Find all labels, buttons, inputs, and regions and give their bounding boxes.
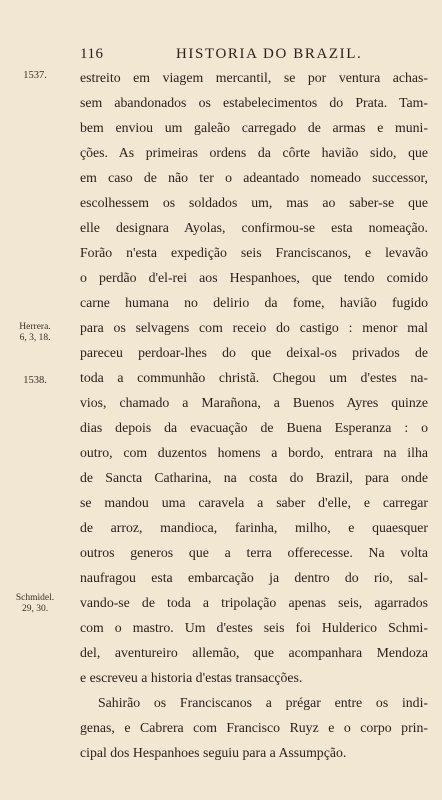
text-line: pareceu perdoar-lhes do que deixal-os privados de (80, 345, 428, 360)
text-line: dias depois da evacuação de Buena Esperanza : o (80, 420, 428, 435)
text-line: de Sancta Catharina, na costa do Brazil, para onde (80, 470, 428, 485)
text-line: elle designara Ayolas, confirmou-se esta nomeação. (80, 220, 428, 235)
text-line: o perdão d'el-rei aos Hespanhoes, que tendo comido (80, 270, 428, 285)
text-line: estreito em viagem mercantil, se por ventura achas- (80, 70, 428, 85)
text-line: com o mastro. Um d'estes seis foi Hulderico Schmi- (80, 620, 428, 635)
text-line: escolhessem os soldados um, mas ao saber-se que (80, 195, 428, 210)
running-title: HISTORIA DO BRAZIL. (176, 46, 363, 62)
text-line: del, aventureiro allemão, que acompanhara Mendoza (80, 645, 428, 660)
text-line: outro, com duzentos homens a bordo, entrara na ilha (80, 445, 428, 460)
text-line: naufragou esta embarcação ja dentro do rio, sal- (80, 570, 428, 585)
text-line: Sahirão os Franciscanos a prégar entre os indi- (98, 695, 428, 710)
text-line: em caso de não ter o adeantado nomeado successor, (80, 170, 428, 185)
text-line: vando-se de toda a tripolação apenas seis, agarrados (80, 595, 428, 610)
margin-note-reference: 6, 3, 18. (19, 333, 51, 343)
text-line: para os selvagens com receio do castigo : menor mal (80, 320, 428, 335)
text-line: vios, chamado a Marañona, a Buenos Ayres quinze (80, 395, 428, 410)
text-line: outros generos que a terra offerecesse. Na volta (80, 545, 428, 560)
margin-note-year: 1537. (23, 70, 47, 81)
margin-note-source: Herrera. (19, 322, 51, 332)
margin-note-year: 1538. (23, 375, 47, 386)
text-line: se mandou uma caravela a saber d'elle, e carregar (80, 495, 428, 510)
text-line: ções. As primeiras ordens da côrte havião sido, que (80, 145, 428, 160)
text-line: genas, e Cabrera com Francisco Ruyz e o corpo prin- (80, 720, 428, 735)
page-number: 116 (80, 46, 104, 62)
text-line: cipal dos Hespanhoes seguiu para a Assumpção. (80, 745, 347, 760)
text-line: Forão n'esta expedição seis Franciscanos, e levavão (80, 245, 428, 260)
text-line: e escreveu a historia d'estas transacções. (80, 670, 303, 685)
text-line: bem enviou um galeão carregado de armas e muni- (80, 120, 428, 135)
text-line: toda a communhão christã. Chegou um d'estes na- (80, 370, 428, 385)
text-line: sem abandonados os estabelecimentos do Prata. Tam- (80, 95, 428, 110)
text-line: de arroz, mandioca, farinha, milho, e quaesquer (80, 520, 428, 535)
text-line: carne humana no delirio da fome, havião fugido (80, 295, 428, 310)
page-header (0, 46, 442, 66)
margin-note-reference: 29, 30. (21, 604, 49, 614)
margin-note-source: Schmidel. (15, 593, 55, 603)
